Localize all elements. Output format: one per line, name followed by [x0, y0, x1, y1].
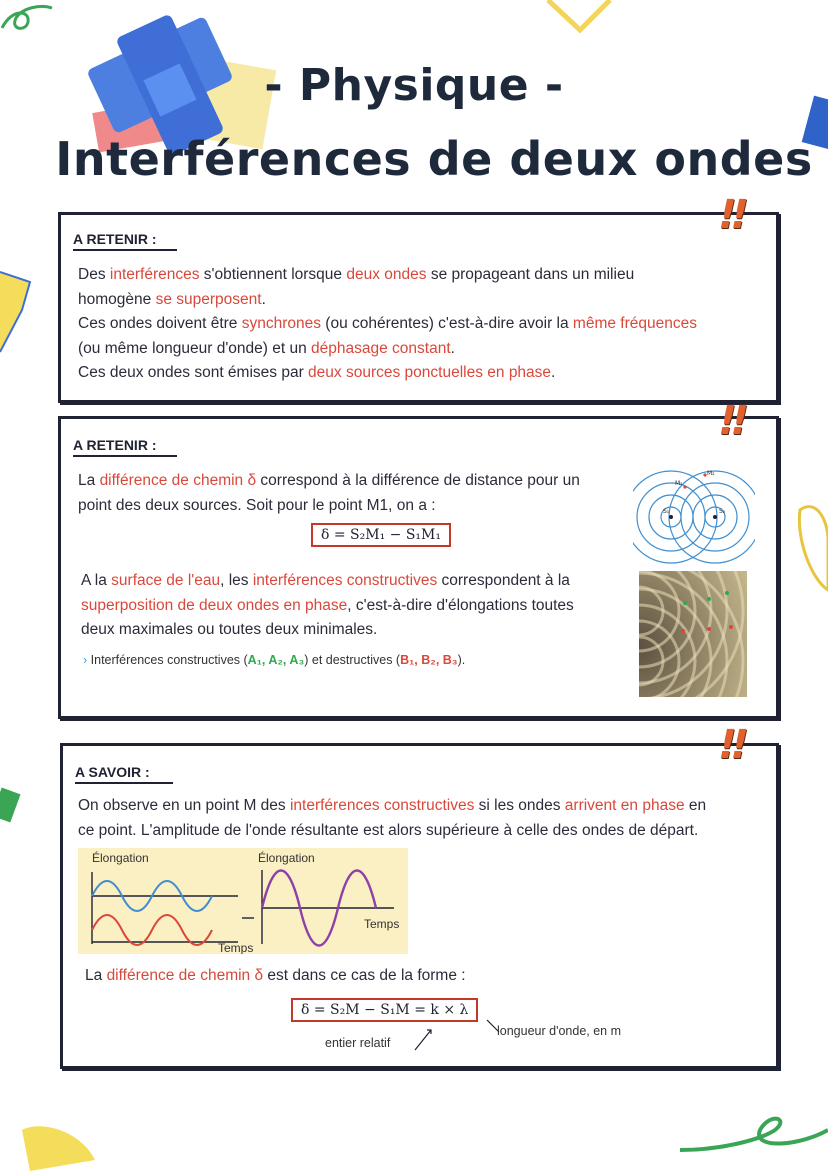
xlabel-left: Temps [218, 941, 254, 954]
exclamation-icon: !! [713, 722, 748, 768]
exclamation-icon: !! [713, 398, 748, 444]
point-label: M₂ [707, 470, 715, 477]
retenir-box-2 [58, 416, 779, 719]
text-run: élongations toutes [447, 596, 574, 614]
text-highlight: deux sources ponctuelles en phase [308, 364, 552, 381]
text-run: en [684, 797, 707, 814]
formula-delta-k-lambda: δ = S₂M − S₁M = k × λ [291, 998, 478, 1022]
text-highlight: superposition de deux ondes en phase [81, 596, 348, 614]
text-run: deux maximales ou toutes deux minimales. [81, 621, 378, 638]
text-run: ). [457, 653, 466, 667]
text-highlight: même fréquences [572, 315, 697, 332]
text-run: , c'est-à-dire d' [347, 596, 448, 614]
box2-paragraph-1 [78, 469, 638, 518]
box3-paragraph-1 [78, 794, 768, 843]
text-run: homogène [78, 290, 156, 308]
text-run: Ces ondes doivent être [78, 315, 242, 332]
text-highlight: déphasage constant [311, 339, 451, 357]
text-run: point des deux sources. Soit pour le point M1, on a : [78, 496, 436, 514]
figure-caption: › Interférences constructives (A₁, A₂, A₃) et destructives (B₁, B₂, B₃). [83, 653, 466, 667]
text-run: Ces deux ondes sont émises par [78, 364, 309, 381]
box1-paragraph [78, 263, 768, 386]
text-run: (ou même longueur d'onde) et un [78, 339, 312, 357]
text-run: , les [220, 572, 253, 589]
text-highlight: différence de chemin δ [99, 472, 257, 489]
text-run: . [261, 290, 266, 308]
wave-superposition-graph [78, 848, 408, 954]
box3-paragraph-2 [85, 964, 685, 989]
text-run: (ou cohérentes) c'est-à-dire avoir la [320, 315, 573, 332]
text-run: Interférences constructives ( [90, 653, 248, 667]
text-highlight: arrivent en phase [564, 797, 685, 814]
exclamation-icon: !! [713, 192, 748, 238]
note-longueur-onde: longueur d'onde, en m [497, 1024, 622, 1038]
xlabel-right: Temps [364, 917, 400, 931]
text-run: ) et destructives ( [304, 653, 401, 667]
wave-circles-diagram [633, 467, 755, 565]
text-run: ce point. L'amplitude de l'onde résultante est alors supérieure à celle des ondes de départ. [78, 821, 699, 839]
text-highlight: interférences constructives [289, 797, 475, 814]
text-run: . [551, 364, 556, 381]
text-run: . [450, 339, 455, 357]
box-label-text: A SAVOIR : [75, 764, 150, 780]
text-run: La [85, 967, 107, 984]
text-highlight: interférences [109, 266, 200, 283]
box-label [73, 437, 177, 457]
box-label-text: A RETENIR : [73, 231, 157, 247]
text-run: si les ondes [474, 797, 565, 814]
text-highlight: se superposent [155, 290, 262, 308]
text-run: Des [78, 266, 110, 283]
text-run: On observe en un point M des [78, 797, 290, 814]
text-run: correspond à la différence de distance pour un [256, 472, 580, 489]
ylabel-right: Élongation [258, 851, 315, 865]
text-highlight-red: B₁, B₂, B₃ [400, 653, 458, 667]
box-label [73, 231, 177, 251]
ylabel-left: Élongation [92, 851, 149, 865]
text-run: correspondent à la [437, 572, 570, 589]
formula-delta-m1: δ = S₂M₁ − S₁M₁ [311, 523, 451, 547]
savoir-box [60, 743, 779, 1069]
text-highlight: interférences constructives [252, 572, 438, 589]
note-entier-relatif: entier relatif [325, 1036, 391, 1050]
text-run: est dans ce cas de la forme : [263, 967, 466, 984]
text-run: A la [81, 572, 112, 589]
text-highlight: deux ondes [346, 266, 427, 283]
box-label [75, 764, 173, 784]
source-label: S₂ [719, 508, 726, 515]
text-highlight: différence de chemin δ [106, 967, 264, 984]
water-interference-photo [639, 571, 747, 697]
page-title-line1: - Physique - [264, 60, 564, 111]
retenir-box-1 [58, 212, 779, 403]
box2-paragraph-2 [81, 569, 641, 643]
page-title-line2: Interférences de deux ondes [55, 132, 813, 186]
text-highlight-green: A₁, A₂, A₃ [247, 653, 305, 667]
text-run: La [78, 472, 100, 489]
text-run: s'obtiennent lorsque [199, 266, 347, 283]
text-highlight: synchrones [241, 315, 321, 332]
box-label-text: A RETENIR : [73, 437, 157, 453]
text-highlight: surface de l'eau [111, 572, 221, 589]
text-run: se propageant dans un milieu [426, 266, 635, 283]
source-label: S₁ [663, 508, 670, 515]
point-label: M₁ [675, 480, 683, 487]
